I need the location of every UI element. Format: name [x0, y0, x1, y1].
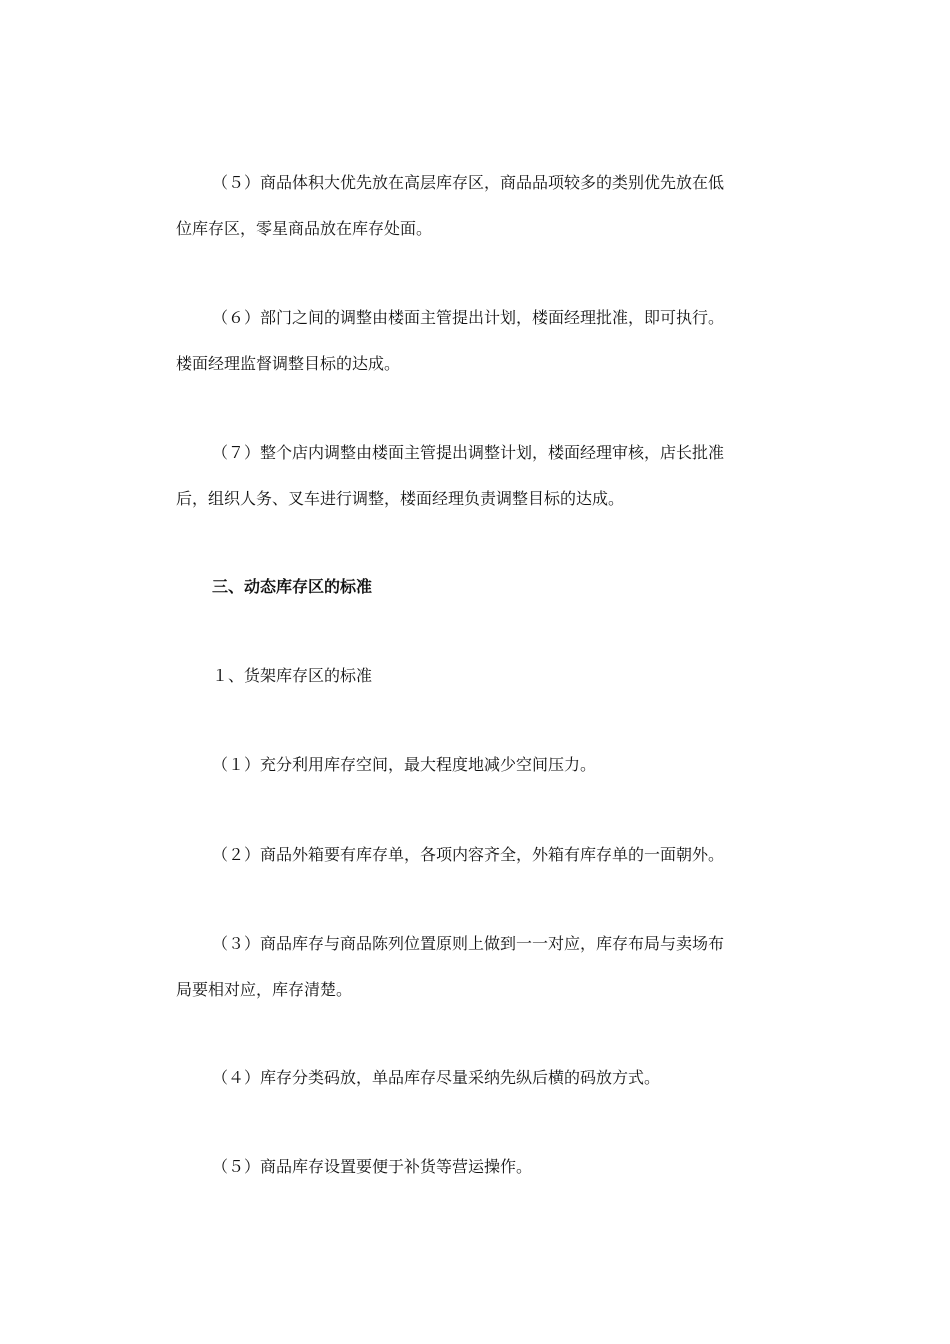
- item-3-line-2: 局要相对应，库存清楚。: [176, 980, 353, 999]
- paragraph-7-line-1: （７）整个店内调整由楼面主管提出调整计划，楼面经理审核，店长批准: [212, 443, 725, 462]
- paragraph-5-line-2: 位库存区，零星商品放在库存处面。: [176, 219, 433, 238]
- paragraph-5-line-1: （５）商品体积大优先放在高层库存区，商品品项较多的类别优先放在低: [212, 173, 725, 192]
- paragraph-6-line-1: （６）部门之间的调整由楼面主管提出计划，楼面经理批准，即可执行。: [212, 308, 725, 327]
- paragraph-6-line-2: 楼面经理监督调整目标的达成。: [176, 354, 401, 373]
- item-1: （１）充分利用库存空间，最大程度地减少空间压力。: [212, 755, 597, 774]
- item-5: （５）商品库存设置要便于补货等营运操作。: [212, 1157, 533, 1176]
- item-2: （２）商品外箱要有库存单，各项内容齐全，外箱有库存单的一面朝外。: [212, 845, 725, 864]
- item-3-line-1: （３）商品库存与商品陈列位置原则上做到一一对应，库存布局与卖场布: [212, 934, 725, 953]
- paragraph-7-line-2: 后，组织人务、叉车进行调整，楼面经理负责调整目标的达成。: [176, 489, 625, 508]
- section-heading: 三、动态库存区的标准: [212, 577, 373, 596]
- item-4: （４）库存分类码放，单品库存尽量采纳先纵后横的码放方式。: [212, 1068, 661, 1087]
- subsection-heading: １、货架库存区的标准: [212, 666, 373, 685]
